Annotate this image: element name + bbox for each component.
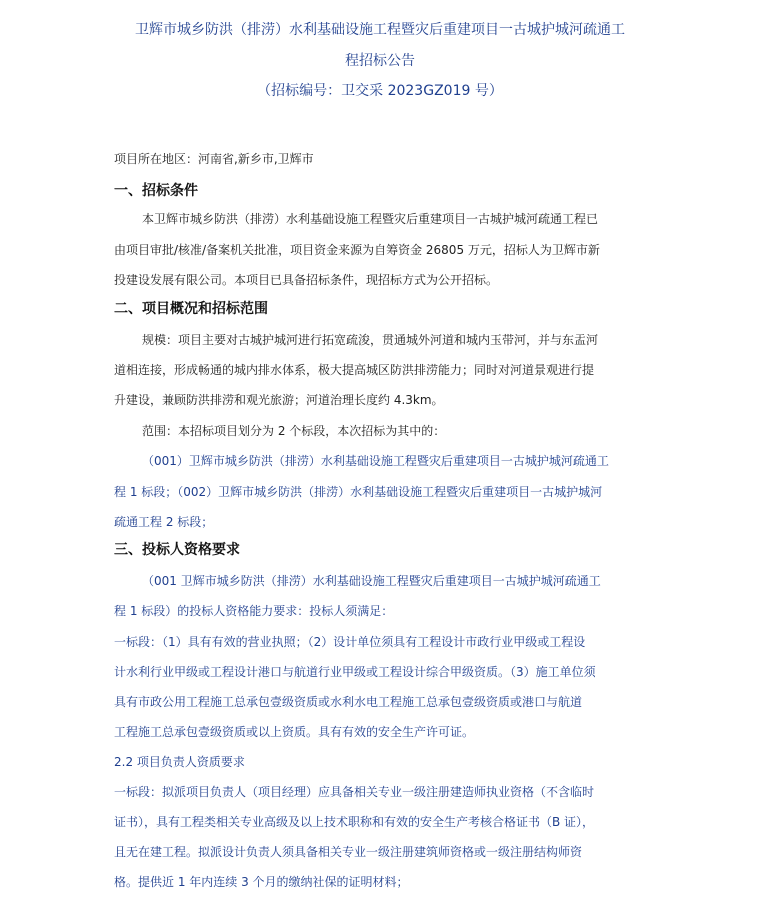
section-2-line: 疏通工程 2 标段；	[114, 515, 214, 529]
section-3-line: 且无在建工程。拟派设计负责人须具备相关专业一级注册建筑师资格或一级注册结构师资	[114, 845, 583, 859]
section-2-line: 升建设，兼顾防洪排涝和观光旅游；河道治理长度约 4.3km。	[114, 393, 444, 407]
section-2-line: 程 1 标段；（002）卫辉市城乡防洪（排涝）水利基础设施工程暨灾后重建项目一古城护城河	[114, 485, 603, 499]
section-3-line: 具有市政公用工程施工总承包壹级资质或水利水电工程施工总承包壹级资质或港口与航道	[114, 695, 583, 709]
section-2-line: 规模：项目主要对古城护城河进行拓宽疏浚，贯通城外河道和城内玉带河，并与东盂河	[142, 333, 599, 347]
section-3-line: 证书），具有工程类相关专业高级及以上技术职称和有效的安全生产考核合格证书（B 证），	[114, 815, 595, 829]
section-3-line: 2.2 项目负责人资质要求	[114, 755, 245, 769]
section-2-line: （001）卫辉市城乡防洪（排涝）水利基础设施工程暨灾后重建项目一古城护城河疏通工	[142, 454, 609, 468]
section-2-line: 道相连接，形成畅通的城内排水体系，极大提高城区防洪排涝能力；同时对河道景观进行提	[114, 363, 595, 377]
section-1-heading: 一、招标条件	[114, 183, 198, 199]
section-1-line: 本卫辉市城乡防洪（排涝）水利基础设施工程暨灾后重建项目一古城护城河疏通工程已	[142, 212, 599, 226]
announcement-title-line-2: 程招标公告	[345, 53, 415, 69]
section-3-line: 计水利行业甲级或工程设计港口与航道行业甲级或工程设计综合甲级资质。（3）施工单位须	[114, 665, 596, 679]
section-1-line: 由项目审批/核准/备案机关批准，项目资金来源为自筹资金 26805 万元，招标人为卫辉市新	[114, 243, 600, 257]
section-3-line: 工程施工总承包壹级资质或以上资质。具有有效的安全生产许可证。	[114, 725, 475, 739]
section-3-line: 格。提供近 1 年内连续 3 个月的缴纳社保的证明材料；	[114, 875, 409, 889]
section-3-heading: 三、投标人资格要求	[114, 542, 240, 558]
project-location: 项目所在地区：河南省,新乡市,卫辉市	[114, 152, 314, 166]
section-3-line: 一标段：（1）具有有效的营业执照；（2）设计单位须具有工程设计市政行业甲级或工程设	[114, 635, 586, 649]
section-3-line: 程 1 标段）的投标人资格能力要求：投标人须满足：	[114, 604, 394, 618]
section-2-heading: 二、项目概况和招标范围	[114, 301, 268, 317]
section-1-line: 投建设发展有限公司。本项目已具备招标条件，现招标方式为公开招标。	[114, 273, 499, 287]
section-2-line: 范围：本招标项目划分为 2 个标段，本次招标为其中的：	[142, 424, 446, 438]
section-3-line: 一标段：拟派项目负责人（项目经理）应具备相关专业一级注册建造师执业资格（不含临时	[114, 785, 595, 799]
tender-code: （招标编号：卫交采 2023GZ019 号）	[257, 83, 503, 99]
announcement-title-line-1: 卫辉市城乡防洪（排涝）水利基础设施工程暨灾后重建项目一古城护城河疏通工	[135, 22, 625, 38]
section-3-line: （001 卫辉市城乡防洪（排涝）水利基础设施工程暨灾后重建项目一古城护城河疏通工	[142, 574, 601, 588]
